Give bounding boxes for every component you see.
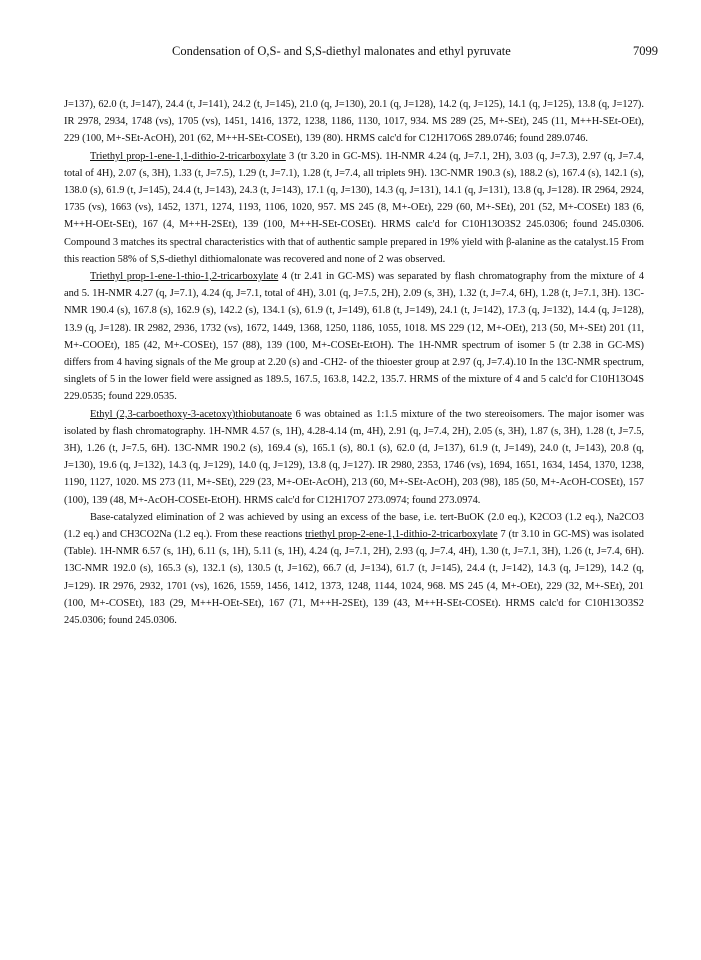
- article-body: [64, 96, 644, 629]
- compound-name-4: Triethyl prop-1-ene-1-thio-1,2-tricarboxylate: [90, 271, 279, 283]
- running-header: [150, 44, 658, 62]
- compound-name-6: Ethyl (2,3-carboethoxy-3-acetoxy)thiobutanoate: [90, 408, 292, 420]
- running-title: Condensation of O,S- and S,S-diethyl malonates and ethyl pyruvate: [172, 44, 511, 58]
- paragraph-4: [64, 406, 644, 509]
- paragraph-5-text-before: Base-catalyzed elimination of 2 was achieved by using an excess of the base, i.e. tert-BuOK (2.0 eq.), K2CO3 (1.2 eq.), Na2CO3 (1.2 eq.) and CH3CO2Na (1.2 eq.). From these reactions: [64, 511, 644, 541]
- paragraph-5: [64, 509, 644, 629]
- paragraph-3: [64, 268, 644, 406]
- compound-name-3: Triethyl prop-1-ene-1,1-dithio-2-tricarboxylate: [90, 150, 286, 162]
- paragraph-5-text-after: 7 (tr 3.10 in GC-MS) was isolated (Table). 1H-NMR 6.57 (s, 1H), 6.11 (s, 1H), 5.11 (s, 1H), 4.24 (q, J=7.1, 2H), 2.93 (q, J=7.4, 4H), 1.30 (t, J=7.1, 3H), 1.26 (t, J=7.4, 6H). 13C-NMR 192.0 (s), 165.3 (s), 132.1 (s), 130.5 (t, J=162), 66.7 (d, J=134), 61.7 (t, J=145), 24.4 (t, J=142), 14.3 (q, J=129), 14.2 (q, J=129). IR 2976, 2932, 1701 (vs), 1626, 1559, 1456, 1412, 1373, 1248, 1144, 1024, 968. MS 245 (4, M+-OEt), 229 (32, M+-SEt), 201 (100, M+-COSEt), 183 (29, M++H-OEt-SEt), 167 (71, M++H-2SEt), 139 (43, M++H-SEt-COSEt). HRMS calc'd for C10H13O3S2 245.0306; found 245.0306.: [64, 529, 644, 627]
- page-number: 7099: [633, 44, 658, 58]
- paragraph-4-text: 6 was obtained as 1:1.5 mixture of the two stereoisomers. The major isomer was isolated by flash chromatography. 1H-NMR 4.57 (s, 1H), 4.28-4.14 (m, 4H), 2.91 (q, J=7.4, 2H), 2.05 (s, 3H), 1.87 (s, 3H), 1.28 (t, J=7.5, 3H), 1.26 (t, J=7.5, 6H). 13C-NMR 190.2 (s), 169.4 (s), 165.1 (s), 80.1 (s), 62.0 (d, J=137), 61.9 (t, J=149), 24.0 (t, J=143), 20.8 (q, J=130), 19.6 (q, J=132), 14.3 (q, J=129), 14.0 (q, J=129), 13.8 (q, J=127). IR 2980, 2353, 1746 (vs), 1694, 1651, 1634, 1454, 1370, 1238, 1190, 1127, 1020. MS 273 (11, M+-SEt), 229 (23, M+-OEt-AcOH), 213 (60, M+-SEt-AcOH), 203 (98), 185 (50, M+-AcOH-COSEt), 157 (100), 139 (48, M+-AcOH-COSEt-EtOH). HRMS calc'd for C12H17O7 273.0974; found 273.0974.: [64, 408, 644, 506]
- paragraph-3-text: 4 (tr 2.41 in GC-MS) was separated by flash chromatography from the mixture of 4 and 5. 1H-NMR 4.27 (q, J=7.1), 4.24 (q, J=7.1, total of 4H), 3.01 (q, J=7.5, 2H), 2.09 (s, 3H), 1.32 (t, J=7.4, 6H), 1.28 (t, J=7.1, 3H). 13C-NMR 190.4 (s), 167.8 (s), 162.9 (s), 142.2 (s), 134.1 (s), 61.9 (t, J=149), 61.8 (t, J=149), 24.1 (t, J=142), 17.3 (q, J=132), 14.4 (q, J=128), 13.9 (q, J=128). IR 2982, 2936, 1732 (vs), 1672, 1449, 1368, 1250, 1186, 1055, 1018. MS 229 (12, M+-OEt), 213 (50, M+-SEt) 201 (11, M+-COOEt), 185 (42, M+-COSEt), 157 (88), 139 (100, M+-COSEt-EtOH). The 1H-NMR spectrum of isomer 5 (tr 2.38 in GC-MS) differs from 4 having signals of the Me group at 2.20 (s) and -CH2- of the thioester group at 2.97 (q, J=7.4).10 In the 13C-NMR spectrum, singlets of 5 in the lower field were assigned as 189.5, 167.5, 163.8, 142.2, 135.7. HRMS of the mixture of 4 and 5 calc'd for C10H13O4S 229.0535; found 229.0535.: [64, 271, 644, 403]
- paragraph-2-text: 3 (tr 3.20 in GC-MS). 1H-NMR 4.24 (q, J=7.1, 2H), 3.03 (q, J=7.3), 2.97 (q, J=7.4, total of 4H), 2.07 (s, 3H), 1.33 (t, J=7.5), 1.29 (t, J=7.1), 1.28 (t, J=7.4, all triplets 9H). 13C-NMR 190.3 (s), 188.2 (s), 167.4 (s), 142.1 (s), 138.0 (s), 61.9 (t, J=145), 24.4 (t, J=143), 24.3 (t, J=143), 17.1 (q, J=130), 14.3 (q, J=131), 14.1 (q, J=131), 13.8 (q, J=128). IR 2964, 2924, 1735 (vs), 1663 (vs), 1452, 1371, 1274, 1193, 1106, 1020, 957. MS 245 (8, M+-OEt), 229 (60, M+-SEt), 201 (52, M+-COSEt) 183 (6, M++H-OEt-SEt), 167 (4, M++H-2SEt), 139 (100, M++H-SEt-COSEt). HRMS calc'd for C10H13O3S2 245.0306; found 245.0306. Compound 3 matches its spectral characteristics with that of authentic sample prepared in 19% yield with β-alanine as the catalyst.15 From this reaction 58% of S,S-diethyl dithiomalonate was recovered and none of 2 was observed.: [64, 150, 644, 265]
- paragraph-2: [64, 148, 644, 268]
- compound-name-7: triethyl prop-2-ene-1,1-dithio-2-tricarboxylate: [305, 529, 498, 541]
- paragraph-1: J=137), 62.0 (t, J=147), 24.4 (t, J=141), 24.2 (t, J=145), 21.0 (q, J=130), 20.1 (q, J=128), 14.2 (q, J=125), 14.1 (q, J=125), 13.8 (q, J=127). IR 2978, 2934, 1748 (vs), 1705 (vs), 1451, 1416, 1372, 1238, 1186, 1130, 1017, 934. MS 289 (25, M+-SEt), 245 (11, M++H-SEt-OEt), 229 (100, M+-SEt-AcOH), 201 (62, M++H-SEt-COSEt), 139 (80). HRMS calc'd for C12H17O6S 289.0746; found 289.0746.: [64, 99, 644, 145]
